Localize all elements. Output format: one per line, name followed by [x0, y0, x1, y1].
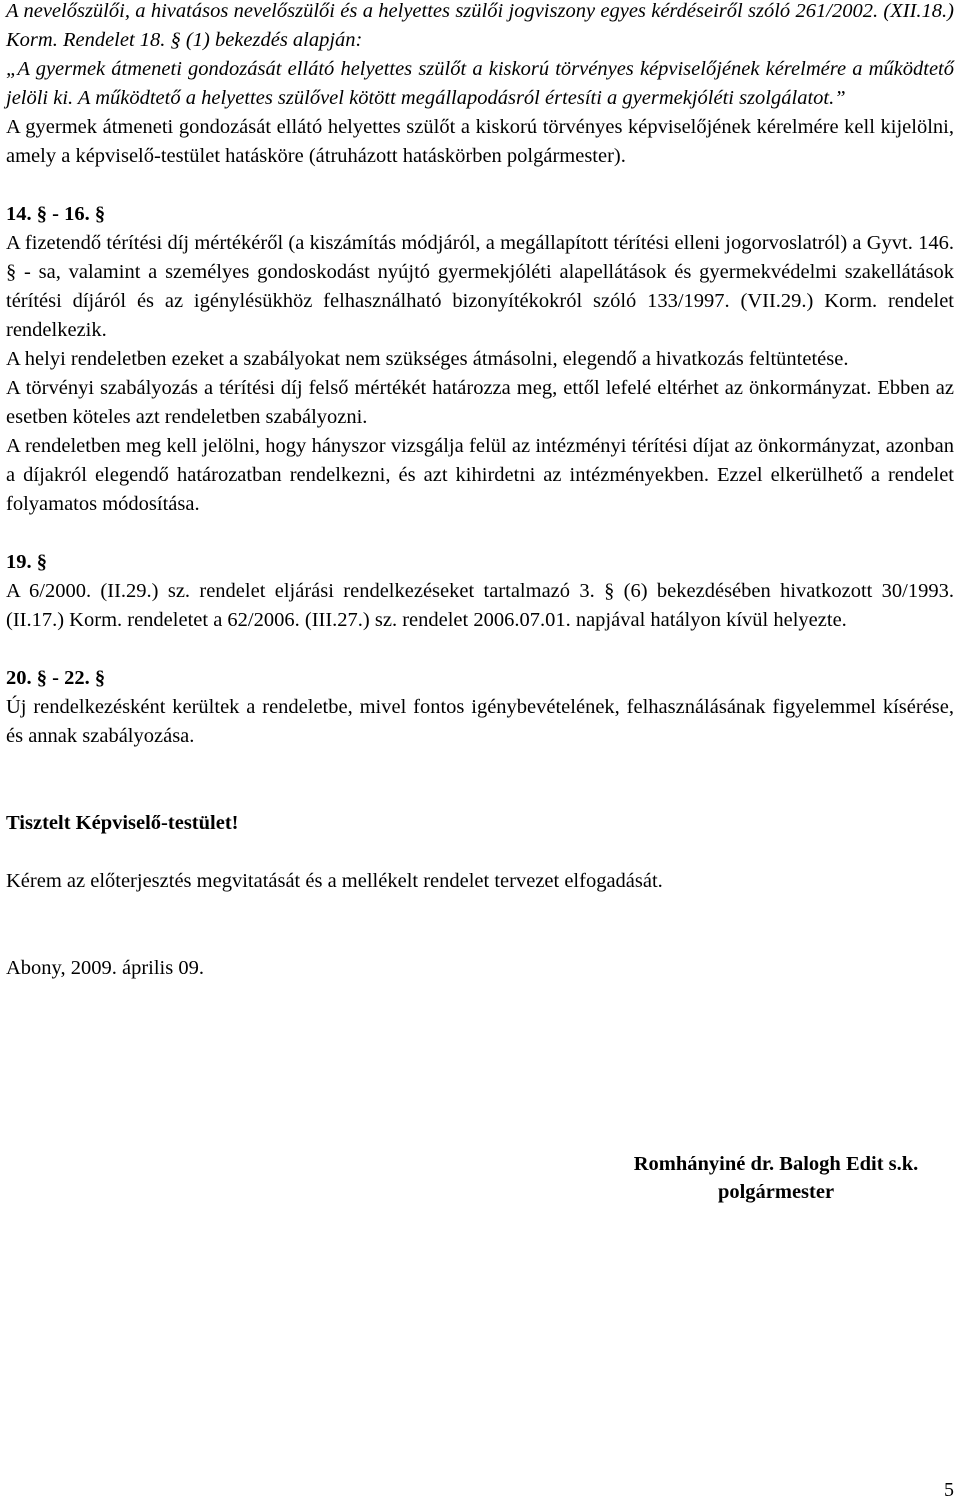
explanation-paragraph: A gyermek átmeneti gondozását ellátó helyettes szülőt a kiskorú törvényes képviselőjének kérelmére kell kijelölni, amely a képviselő-testület hatásköre (átruházott hatáskörben polgármester).: [6, 116, 954, 167]
spacer: [6, 838, 954, 867]
spacer: [6, 896, 954, 954]
spacer: [6, 751, 954, 809]
intro-paragraph: A nevelőszülői, a hivatásos nevelőszülői és a helyettes szülői jogviszony egyes kérdéseiről szóló 261/2002. (XII.18.) Korm. Rendelet 18. § (1) bekezdés alapján:: [6, 0, 954, 51]
signatory-name: Romhányiné dr. Balogh Edit s.k.: [633, 1153, 919, 1175]
section-heading-14-16: 14. § - 16. §: [6, 203, 106, 225]
section-14-16-paragraph-2: A helyi rendeletben ezeket a szabályokat nem szükséges átmásolni, elegendő a hivatkozás feltüntetése.: [6, 348, 849, 370]
section-20-22-paragraph: Új rendelkezésként kerültek a rendeletbe, mivel fontos igénybevételének, felhasználásának figyelemmel kísérése, és annak szabályozása.: [6, 696, 954, 747]
section-19-paragraph: A 6/2000. (II.29.) sz. rendelet eljárási rendelkezéseket tartalmazó 3. § (6) bekezdésében hivatkozott 30/1993. (II.17.) Korm. rendeletet a 62/2006. (III.27.) sz. rendelet 2006.07.01. napjával hatályon kívül helyezte.: [6, 580, 954, 631]
quoted-regulation: „A gyermek átmeneti gondozását ellátó helyettes szülőt a kiskorú törvényes képviselőjének kérelmére a működtető jelöli ki. A működtető a helyettes szülővel kötött megállapodásról értesíti a gyermekjóléti szolgálatot.”: [6, 58, 954, 109]
place-date: Abony, 2009. április 09.: [6, 957, 204, 979]
request-text: Kérem az előterjesztés megvitatását és a mellékelt rendelet tervezet elfogadását.: [6, 870, 663, 892]
section-14-16-paragraph-4: A rendeletben meg kell jelölni, hogy hányszor vizsgálja felül az intézményi térítési díjat az önkormányzat, azonban a díjakról elegendő határozatban rendelkezni, és azt kihirdetni az intézményekben. Ezzel elkerülhető a rendelet folyamatos módosítása.: [6, 435, 954, 515]
section-heading-20-22: 20. § - 22. §: [6, 667, 106, 689]
document-body: [6, 0, 954, 983]
section-heading-19: 19. §: [6, 551, 47, 573]
greeting: Tisztelt Képviselő-testület!: [6, 812, 239, 834]
section-14-16-paragraph-3: A törvényi szabályozás a térítési díj felső mértékét határozza meg, ettől lefelé eltérhet az önkormányzat. Ebben az esetben köteles azt rendeletben szabályozni.: [6, 377, 954, 428]
page-number: 5: [944, 1479, 954, 1501]
signatory-title: polgármester: [717, 1181, 835, 1203]
signature-block: [598, 1150, 954, 1206]
section-14-16-paragraph-1: A fizetendő térítési díj mértékéről (a kiszámítás módjáról, a megállapított térítési elleni jogorvoslatról) a Gyvt. 146. § - sa, valamint a személyes gondoskodást nyújtó gyermekjóléti alapellátások és gyermekvédelmi szakellátások térítési díjáról és az igénylésükhöz felhasználható bizonyítékokról szóló 133/1997. (VII.29.) Korm. rendelet rendelkezik.: [6, 232, 954, 341]
